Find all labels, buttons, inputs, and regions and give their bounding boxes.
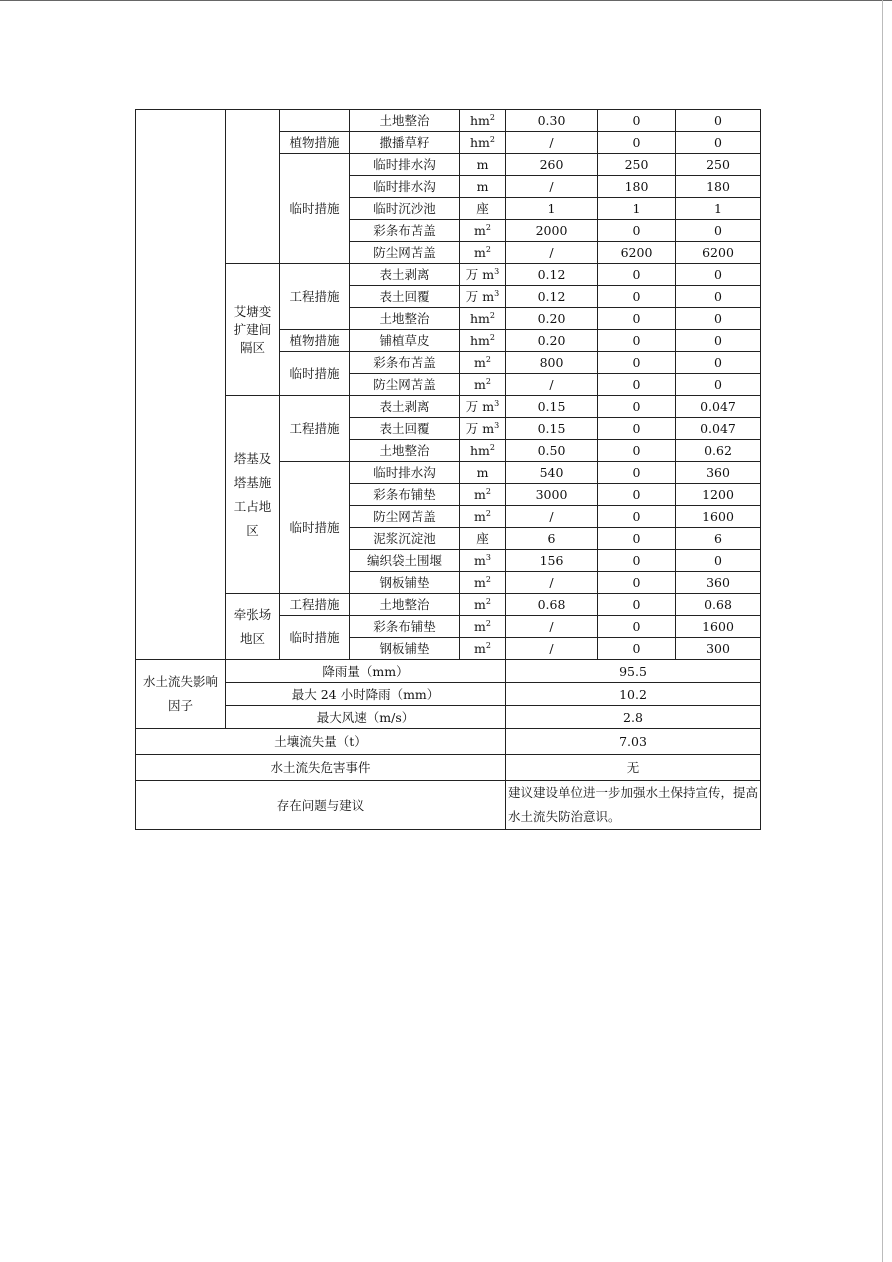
unit-cell: m (460, 176, 506, 198)
unit-cell: $m^2$ (460, 484, 506, 506)
period-value: 0 (598, 264, 676, 286)
plan-value: / (506, 616, 598, 638)
period-value: 0 (598, 286, 676, 308)
plan-value: 3000 (506, 484, 598, 506)
cumulative-value: 0.047 (676, 396, 761, 418)
wind-value: 2.8 (506, 706, 761, 729)
measure-type-vegetation: 植物措施 (280, 330, 350, 352)
measure-name: 表土剥离 (350, 396, 460, 418)
measure-name: 防尘网苫盖 (350, 506, 460, 528)
period-value: 180 (598, 176, 676, 198)
period-value: 0 (598, 638, 676, 660)
measure-type-temporary: 临时措施 (280, 154, 350, 264)
cumulative-value: 0 (676, 374, 761, 396)
measure-name: 土地整治 (350, 308, 460, 330)
plan-value: 0.15 (506, 418, 598, 440)
cumulative-value: 1600 (676, 616, 761, 638)
measure-name: 铺植草皮 (350, 330, 460, 352)
plan-value: / (506, 374, 598, 396)
measure-name: 彩条布铺垫 (350, 616, 460, 638)
cumulative-value: 0 (676, 308, 761, 330)
period-value: 0 (598, 330, 676, 352)
unit-cell: $m^2$ (460, 352, 506, 374)
period-value: 0 (598, 220, 676, 242)
plan-value: 2000 (506, 220, 598, 242)
period-value: 0 (598, 572, 676, 594)
cumulative-value: 1600 (676, 506, 761, 528)
cumulative-value: 0 (676, 220, 761, 242)
plan-value: / (506, 176, 598, 198)
max24h-label: 最大 24 小时降雨（mm） (226, 683, 506, 706)
cumulative-value: 0.68 (676, 594, 761, 616)
period-value: 0 (598, 616, 676, 638)
measure-name: 土地整治 (350, 594, 460, 616)
period-value: 0 (598, 132, 676, 154)
cumulative-value: 250 (676, 154, 761, 176)
measure-name: 表土回覆 (350, 418, 460, 440)
unit-cell: $m^2$ (460, 242, 506, 264)
measure-type-engineering: 工程措施 (280, 594, 350, 616)
measure-type-engineering: 工程措施 (280, 264, 350, 330)
measure-name: 临时沉沙池 (350, 198, 460, 220)
hazard-label: 水土流失危害事件 (136, 755, 506, 781)
cumulative-value: 0.62 (676, 440, 761, 462)
cumulative-value: 0 (676, 286, 761, 308)
area-name: 艾塘变扩建间隔区 (226, 264, 280, 396)
unit-cell: 万 $m^3$ (460, 396, 506, 418)
cumulative-value: 0 (676, 352, 761, 374)
measure-name: 临时排水沟 (350, 462, 460, 484)
area-name: 牵张场地区 (226, 594, 280, 660)
soil-loss-label: 土壤流失量（t） (136, 729, 506, 755)
soil-loss-row (136, 729, 761, 755)
period-value: 1 (598, 198, 676, 220)
plan-value: 0.50 (506, 440, 598, 462)
rainfall-label: 降雨量（mm） (226, 660, 506, 683)
cumulative-value: 0 (676, 330, 761, 352)
measure-type-temporary: 临时措施 (280, 616, 350, 660)
unit-cell: 万 $m^3$ (460, 264, 506, 286)
monitoring-table (135, 109, 761, 830)
table-row (136, 110, 761, 132)
period-value: 0 (598, 594, 676, 616)
cumulative-value: 360 (676, 572, 761, 594)
unit-cell: $hm^2$ (460, 132, 506, 154)
unit-cell: 座 (460, 198, 506, 220)
measure-name: 表土剥离 (350, 264, 460, 286)
plan-value: / (506, 242, 598, 264)
page-top-rule (0, 0, 892, 1)
plan-value: 0.20 (506, 308, 598, 330)
plan-value: 1 (506, 198, 598, 220)
cumulative-value: 180 (676, 176, 761, 198)
plan-value: 6 (506, 528, 598, 550)
cumulative-value: 6 (676, 528, 761, 550)
period-value: 0 (598, 418, 676, 440)
period-value: 0 (598, 308, 676, 330)
measure-name: 钢板铺垫 (350, 638, 460, 660)
measure-name: 临时排水沟 (350, 154, 460, 176)
unit-cell: $m^2$ (460, 594, 506, 616)
left-blank-cell (136, 110, 226, 660)
unit-cell: $m^2$ (460, 506, 506, 528)
cumulative-value: 360 (676, 462, 761, 484)
plan-value: 800 (506, 352, 598, 374)
period-value: 6200 (598, 242, 676, 264)
table-row (136, 594, 761, 616)
plan-value: / (506, 132, 598, 154)
unit-cell: $m^2$ (460, 616, 506, 638)
measure-type-cell (280, 110, 350, 132)
cumulative-value: 0 (676, 110, 761, 132)
cumulative-value: 0 (676, 550, 761, 572)
measure-name: 彩条布铺垫 (350, 484, 460, 506)
plan-value: / (506, 572, 598, 594)
cumulative-value: 6200 (676, 242, 761, 264)
period-value: 0 (598, 374, 676, 396)
measure-name: 彩条布苫盖 (350, 220, 460, 242)
measure-name: 防尘网苫盖 (350, 374, 460, 396)
area-name: 塔基及塔基施工占地区 (226, 396, 280, 594)
table-row (136, 264, 761, 286)
factors-label: 水土流失影响因子 (136, 660, 226, 729)
unit-cell: $m^2$ (460, 638, 506, 660)
factor-row-max24h (136, 683, 761, 706)
hazard-row (136, 755, 761, 781)
period-value: 0 (598, 110, 676, 132)
cumulative-value: 0.047 (676, 418, 761, 440)
measure-name: 表土回覆 (350, 286, 460, 308)
measure-name: 防尘网苫盖 (350, 242, 460, 264)
area-cell-continued (226, 110, 280, 264)
rainfall-value: 95.5 (506, 660, 761, 683)
measure-name: 撒播草籽 (350, 132, 460, 154)
plan-value: 0.12 (506, 264, 598, 286)
plan-value: 540 (506, 462, 598, 484)
unit-cell: $hm^2$ (460, 308, 506, 330)
page-right-rule (882, 0, 883, 1262)
unit-cell: m (460, 462, 506, 484)
plan-value: 260 (506, 154, 598, 176)
period-value: 0 (598, 528, 676, 550)
cumulative-value: 300 (676, 638, 761, 660)
plan-value: 0.15 (506, 396, 598, 418)
measure-name: 编织袋土围堰 (350, 550, 460, 572)
unit-cell: $hm^2$ (460, 440, 506, 462)
cumulative-value: 0 (676, 132, 761, 154)
suggestion-text: 建议建设单位进一步加强水土保持宣传，提高水土流失防治意识。 (506, 781, 761, 830)
factor-row-wind (136, 706, 761, 729)
wind-label: 最大风速（m/s） (226, 706, 506, 729)
plan-value: 0.30 (506, 110, 598, 132)
measure-type-engineering: 工程措施 (280, 396, 350, 462)
period-value: 0 (598, 462, 676, 484)
period-value: 0 (598, 484, 676, 506)
period-value: 0 (598, 396, 676, 418)
plan-value: 0.68 (506, 594, 598, 616)
measure-type-vegetation: 植物措施 (280, 132, 350, 154)
plan-value: 0.20 (506, 330, 598, 352)
unit-cell: $hm^2$ (460, 330, 506, 352)
table-row (136, 396, 761, 418)
plan-value: 0.12 (506, 286, 598, 308)
period-value: 0 (598, 506, 676, 528)
soil-loss-value: 7.03 (506, 729, 761, 755)
measure-type-temporary: 临时措施 (280, 352, 350, 396)
factor-row-rainfall (136, 660, 761, 683)
measure-type-temporary: 临时措施 (280, 462, 350, 594)
measure-name: 土地整治 (350, 110, 460, 132)
cumulative-value: 1200 (676, 484, 761, 506)
plan-value: 156 (506, 550, 598, 572)
unit-cell: m (460, 154, 506, 176)
unit-cell: 座 (460, 528, 506, 550)
plan-value: / (506, 638, 598, 660)
period-value: 0 (598, 440, 676, 462)
cumulative-value: 0 (676, 264, 761, 286)
plan-value: / (506, 506, 598, 528)
unit-cell: $m^2$ (460, 374, 506, 396)
measure-name: 土地整治 (350, 440, 460, 462)
period-value: 0 (598, 352, 676, 374)
suggestion-row (136, 781, 761, 830)
hazard-value: 无 (506, 755, 761, 781)
max24h-value: 10.2 (506, 683, 761, 706)
unit-cell: 万 $m^3$ (460, 286, 506, 308)
unit-cell: $m^2$ (460, 220, 506, 242)
cumulative-value: 1 (676, 198, 761, 220)
unit-cell: $hm^2$ (460, 110, 506, 132)
measure-name: 钢板铺垫 (350, 572, 460, 594)
unit-cell: $m^2$ (460, 572, 506, 594)
period-value: 0 (598, 550, 676, 572)
measure-name: 泥浆沉淀池 (350, 528, 460, 550)
measure-name: 彩条布苫盖 (350, 352, 460, 374)
measure-name: 临时排水沟 (350, 176, 460, 198)
suggestion-label: 存在问题与建议 (136, 781, 506, 830)
unit-cell: 万 $m^3$ (460, 418, 506, 440)
unit-cell: $m^3$ (460, 550, 506, 572)
period-value: 250 (598, 154, 676, 176)
